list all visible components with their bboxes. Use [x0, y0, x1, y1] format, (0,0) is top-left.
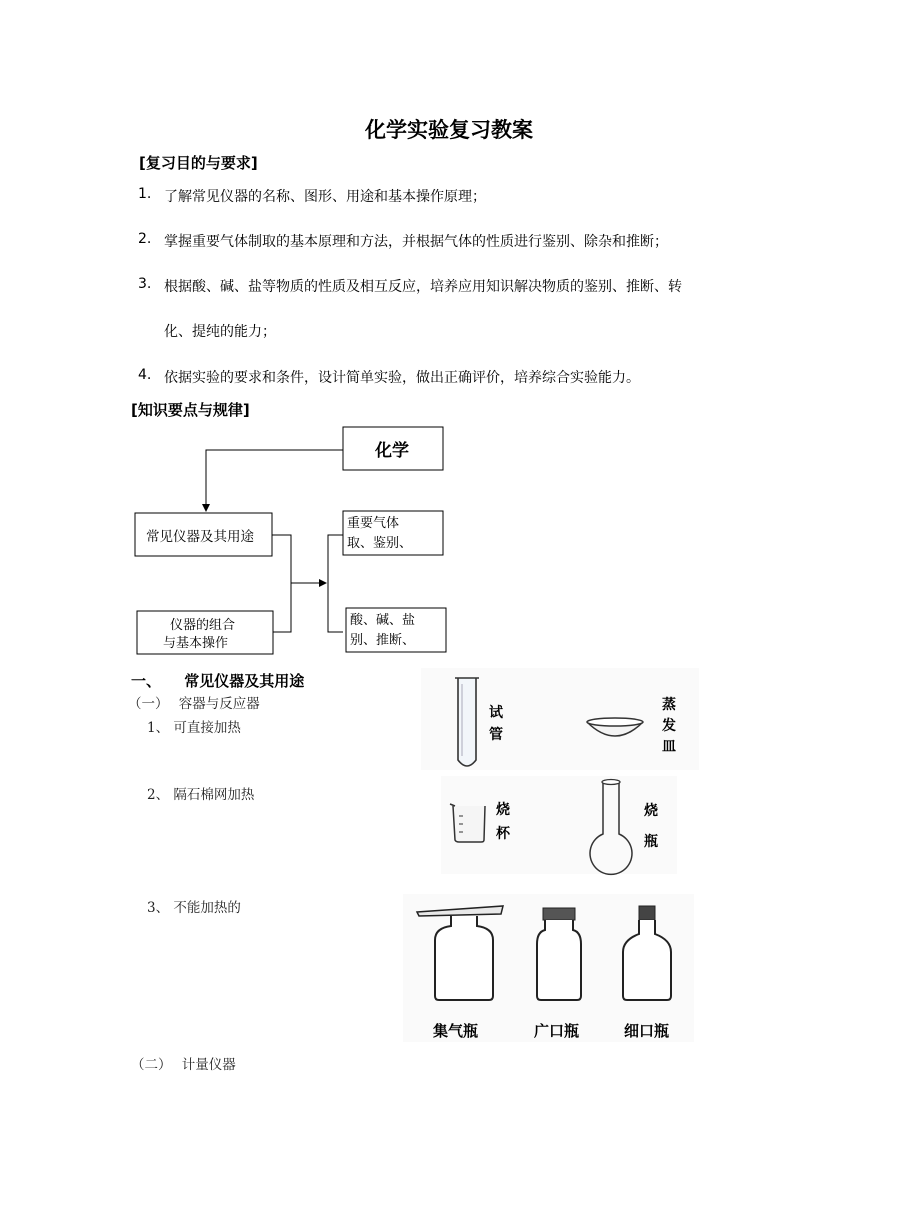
flowchart-top-box-label: 化学: [375, 441, 409, 461]
goal-text: 掌握重要气体制取的基本原理和方法，并根据气体的性质进行鉴别、除杂和推断；: [164, 234, 668, 250]
item-not-heatable: 3、 不能加热的: [147, 900, 241, 916]
label-narrow-mouth-bottle: 细口瓶: [624, 1022, 670, 1040]
label-test-tube-1: 试: [489, 705, 503, 721]
goal-number: 2.: [138, 231, 152, 247]
goal-text: 依据实验的要求和条件，设计简单实验，做出正确评价，培养综合实验能力。: [164, 370, 640, 386]
label-beaker-2: 杯: [496, 826, 510, 842]
flowchart-arrowhead: [319, 579, 327, 587]
goal-text: 根据酸、碱、盐等物质的性质及相互反应，培养应用知识解决物质的鉴别、推断、转: [164, 279, 682, 295]
label-wide-mouth-bottle: 广口瓶: [534, 1022, 580, 1040]
subsection-2-heading: [131, 1053, 236, 1073]
section-1-title: 常见仪器及其用途: [184, 672, 305, 690]
subsection-1-number: （一）: [128, 696, 169, 712]
image-beaker-and-flask: [441, 776, 677, 874]
section-1-number: 一、: [131, 672, 162, 690]
evaporating-dish-icon: [585, 716, 645, 744]
flowchart-right-bottom-label-1: 酸、碱、盐: [350, 613, 416, 628]
flowchart-right-top-label-1: 重要气体: [347, 516, 400, 531]
label-dish-3: 皿: [662, 739, 676, 755]
goal-text: 了解常见仪器的名称、图形、用途和基本操作原理；: [164, 189, 486, 205]
label-dish-1: 蒸: [662, 697, 676, 713]
label-beaker-1: 烧: [496, 802, 510, 818]
item-asbestos-heating: 2、 隔石棉网加热: [147, 787, 255, 803]
item-direct-heating: 1、 可直接加热: [147, 720, 241, 736]
flowchart-right-top-label-2: 取、鉴别、: [347, 536, 413, 551]
subsection-2-title: 计量仪器: [181, 1057, 236, 1073]
subsection-2-number: （二）: [131, 1057, 172, 1073]
flowchart-arrow-line: [206, 450, 343, 506]
knowledge-heading: [知识要点与规律]: [131, 401, 250, 419]
flowchart-left-bracket: [272, 535, 291, 632]
goal-number: 3.: [138, 276, 152, 292]
flowchart-right-bracket: [328, 535, 343, 632]
goal-text: 化、提纯的能力；: [164, 324, 276, 340]
image-test-tube-and-dish: [421, 668, 699, 770]
goal-number: 4.: [138, 367, 152, 383]
subsection-1-heading: [128, 692, 260, 712]
flowchart-left-top-label: 常见仪器及其用途: [146, 529, 254, 545]
label-flask-2: 瓶: [644, 834, 658, 850]
flowchart-connectors: [130, 420, 416, 660]
flowchart-left-bottom-label-1: 仪器的组合: [170, 618, 236, 633]
goals-heading: [复习目的与要求]: [139, 154, 258, 172]
flowchart: [130, 420, 416, 660]
page-title: 化学实验复习教案: [365, 118, 533, 142]
image-bottles: [403, 894, 694, 1042]
flowchart-arrowhead: [202, 504, 210, 512]
goal-number: 1.: [138, 186, 152, 202]
label-dish-2: 发: [662, 718, 676, 734]
subsection-1-title: 容器与反应器: [178, 696, 260, 712]
label-test-tube-2: 管: [489, 727, 503, 743]
label-gas-collecting-bottle: 集气瓶: [433, 1022, 479, 1040]
flowchart-right-bottom-label-2: 别、推断、: [350, 633, 416, 648]
section-1-heading: [131, 670, 304, 691]
beaker-icon: [441, 776, 677, 874]
flowchart-left-bottom-label-2: 与基本操作: [163, 636, 229, 651]
test-tube-icon: [421, 668, 699, 770]
flask-icon: [581, 776, 641, 872]
label-flask-1: 烧: [644, 803, 658, 819]
